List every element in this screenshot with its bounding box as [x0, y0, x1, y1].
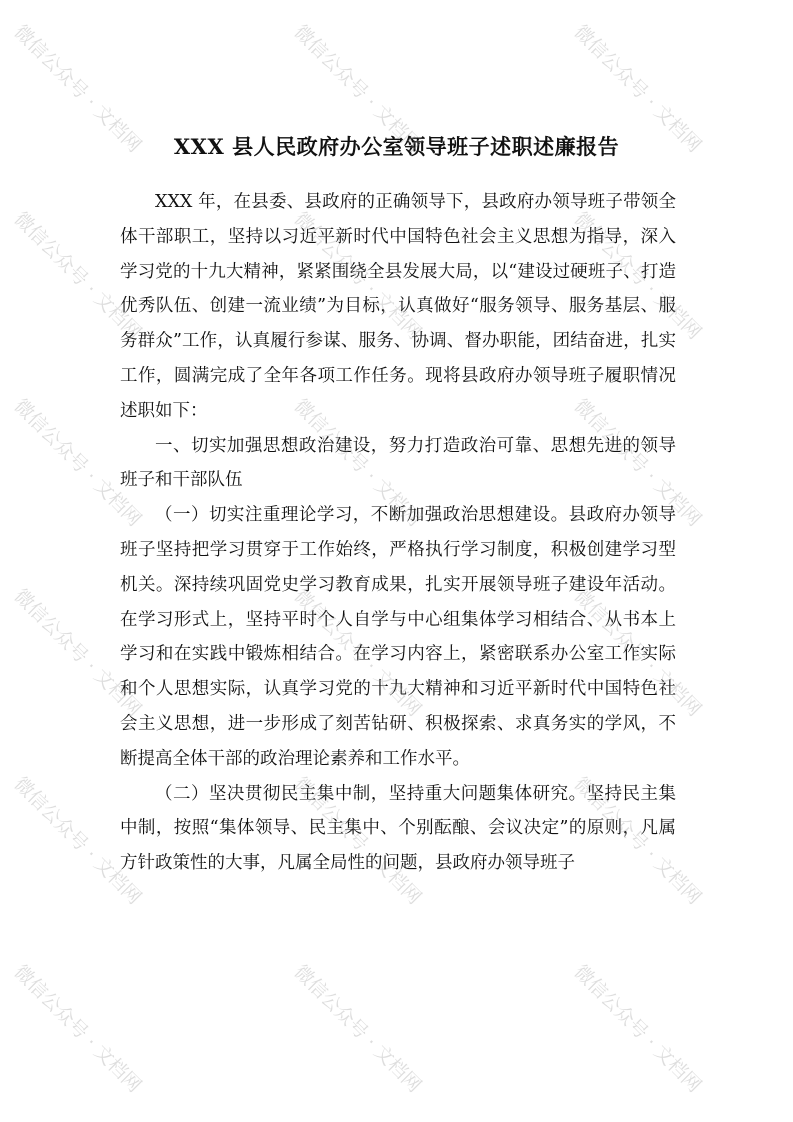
watermark-text: 微信公众号 · 文档网 [569, 394, 706, 531]
watermark-text: 微信公众号 · 文档网 [9, 960, 146, 1097]
watermark-text: 微信公众号 · 文档网 [289, 772, 426, 909]
document-title: XXX 县人民政府办公室领导班子述职述廉报告 [173, 134, 620, 159]
watermark-text: 微信公众号 · 文档网 [9, 20, 146, 157]
watermark-text: 微信公众号 · 文档网 [9, 394, 146, 531]
paragraph-democratic-centralism: （二）坚决贯彻民主集中制，坚持重大问题集体研究。坚持民主集中制，按照“集体领导、民主集中、个别酝酿、会议决定”的原则，凡属方针政策性的大事，凡属全局性的问题，县政府办领导班子 [120, 783, 676, 874]
watermark-text: 微信公众号 · 文档网 [289, 394, 426, 531]
watermark-text: 微信公众号 · 文档网 [569, 960, 706, 1097]
watermark-text: 微信公众号 · 文档网 [569, 584, 706, 721]
watermark-text: 微信公众号 · 文档网 [289, 207, 426, 344]
paragraph-intro: XXX 年，在县委、县政府的正确领导下，县政府办领导班子带领全体干部职工，坚持以习近平新时代中国特色社会主义思想为指导，深入学习党的十九大精神，紧紧围绕全县发展大局，以“建设过硬班子、打造优秀队伍、创建一流业绩”为目标，认真做好“服务领导、服务基层、服务群众”工作，认真履行参谋、服务、协调、督办职能，团结奋进，扎实工作，圆满完成了全年各项工作任务。现将县政府办领导班子履职情况述职如下： [120, 192, 676, 421]
watermark-text: 微信公众号 · 文档网 [569, 207, 706, 344]
watermark-text: 微信公众号 · 文档网 [9, 772, 146, 909]
watermark-text: 微信公众号 · 文档网 [9, 207, 146, 344]
watermark-text: 微信公众号 · 文档网 [289, 960, 426, 1097]
paragraph-theory-study: （一）切实注重理论学习，不断加强政治思想建设。县政府办领导班子坚持把学习贯穿于工作始终，严格执行学习制度，积极创建学习型机关。深持续巩固党史学习教育成果，扎实开展领导班子建设年活动。在学习形式上，坚持平时个人自学与中心组集体学习相结合、从书本上学习和在实践中锻炼相结合。在学习内容上，紧密联系办公室工作实际和个人思想实际，认真学习党的十九大精神和习近平新时代中国特色社会主义思想，进一步形成了刻苦钻研、积极探索、求真务实的学风，不断提高全体干部的政治理论素养和工作水平。 [120, 505, 676, 769]
watermark-text: 微信公众号 · 文档网 [569, 772, 706, 909]
watermark-text: 微信公众号 · 文档网 [289, 20, 426, 157]
watermark-text: 微信公众号 · 文档网 [569, 20, 706, 157]
watermark-text: 微信公众号 · 文档网 [289, 584, 426, 721]
document-body [120, 185, 676, 881]
section-heading-1: 一、切实加强思想政治建设，努力打造政治可靠、思想先进的领导班子和干部队伍 [120, 435, 676, 491]
watermark-text: 微信公众号 · 文档网 [9, 584, 146, 721]
